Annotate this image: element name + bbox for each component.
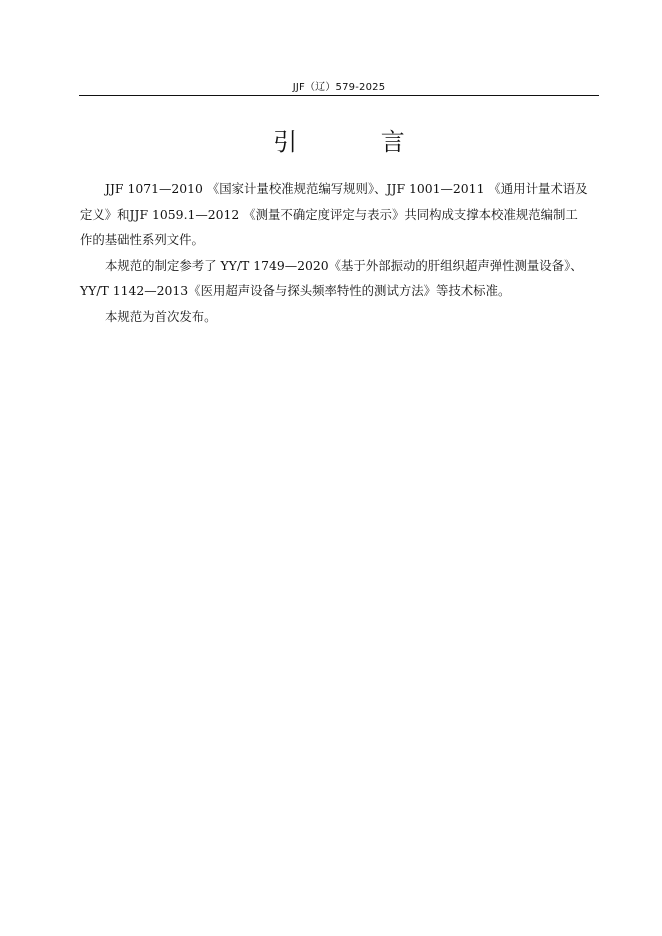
paragraph-line: 本规范为首次发布。 <box>105 308 217 324</box>
paragraph-line: 定义》和JJF 1059.1—2012 《测量不确定度评定与表示》共同构成支撑本校准规范编制工 <box>80 206 578 222</box>
paragraph-first-release <box>80 304 600 330</box>
paragraph-line: YY/T 1142—2013《医用超声设备与探头频率特性的测试方法》等技术标准。 <box>80 283 511 299</box>
paragraph-related-specs <box>80 176 600 253</box>
paragraph-line: 本规范的制定参考了 YY/T 1749—2020《基于外部振动的肝组织超声弹性测量设备》、 <box>105 257 583 273</box>
document-body <box>80 176 600 330</box>
document-code-header: JJF（辽）579-2025 <box>292 82 386 93</box>
page-title: 引 言 <box>273 128 443 156</box>
paragraph-line: JJF 1071—2010 《国家计量校准规范编写规则》、JJF 1001—2011 《通用计量术语及 <box>105 181 588 196</box>
header-divider <box>79 95 599 96</box>
paragraph-references <box>80 253 600 304</box>
paragraph-line: 作的基础性系列文件。 <box>80 232 204 248</box>
